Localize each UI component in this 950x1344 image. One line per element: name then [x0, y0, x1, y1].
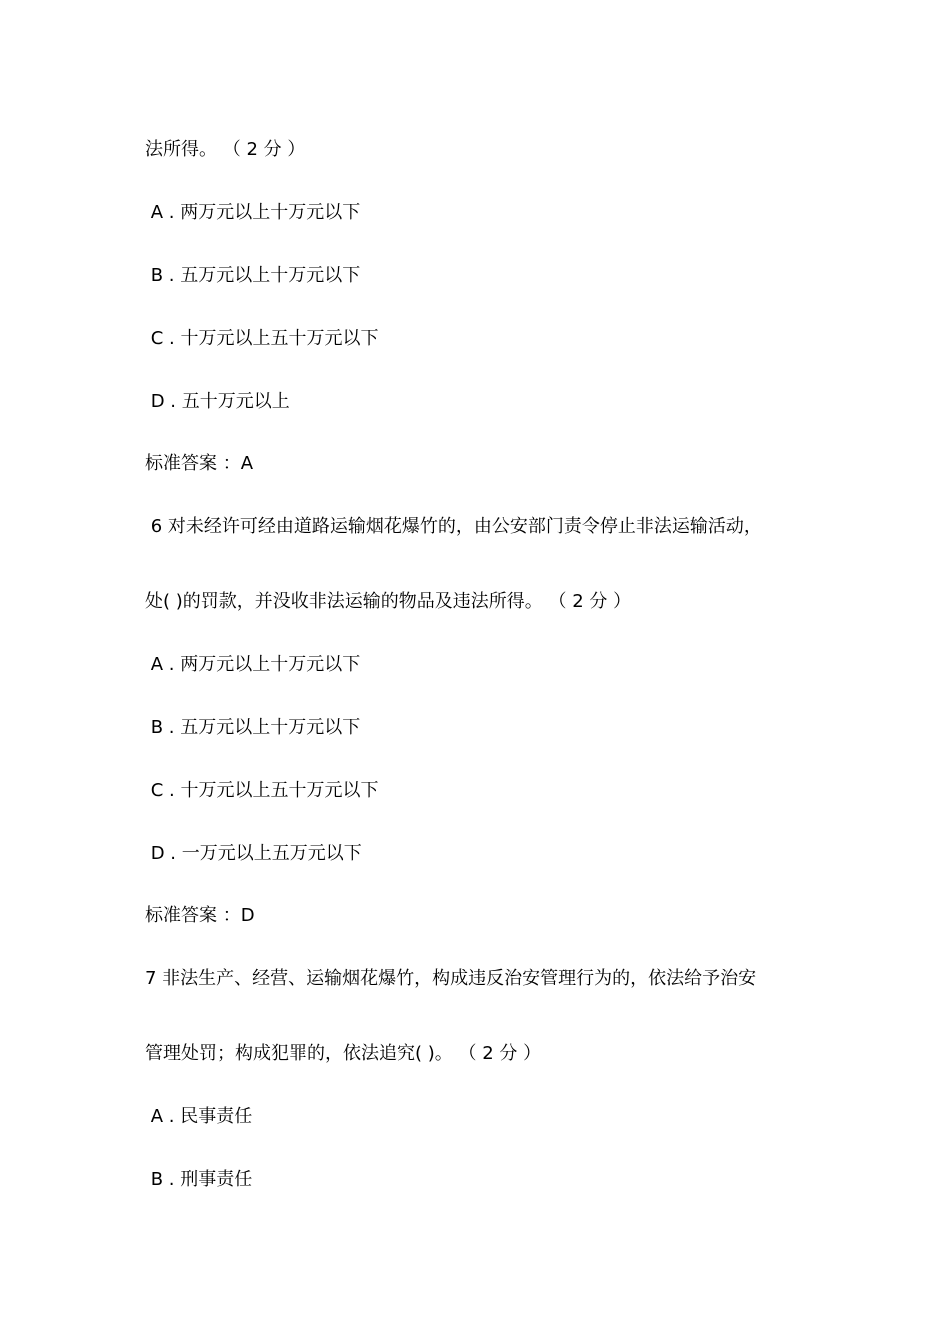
question-7-line-1: 7 非法生产、经营、运输烟花爆竹，构成违反治安管理行为的，依法给予治安 [145, 968, 757, 989]
q6-option-c: C . 十万元以上五十万元以下 [145, 780, 379, 801]
question-7-line-2: 管理处罚；构成犯罪的，依法追究( )。 （ 2 分 ） [145, 1043, 542, 1064]
q5-option-b: B . 五万元以上十万元以下 [145, 265, 361, 286]
question-5-tail: 法所得。 （ 2 分 ） [145, 139, 306, 160]
q5-option-a: A . 两万元以上十万元以下 [145, 202, 361, 223]
question-6-line-1: 6 对未经许可经由道路运输烟花爆竹的，由公安部门责令停止非法运输活动， [145, 516, 762, 537]
q7-option-b: B . 刑事责任 [145, 1169, 253, 1190]
q5-option-d: D . 五十万元以上 [145, 391, 290, 412]
q6-answer: 标准答案 ：D [145, 905, 255, 926]
q6-option-b: B . 五万元以上十万元以下 [145, 717, 361, 738]
q6-option-a: A . 两万元以上十万元以下 [145, 654, 361, 675]
q5-answer: 标准答案 ：A [145, 453, 254, 474]
q5-option-c: C . 十万元以上五十万元以下 [145, 328, 379, 349]
q7-option-a: A . 民事责任 [145, 1106, 253, 1127]
question-6-line-2: 处( )的罚款，并没收非法运输的物品及违法所得。 （ 2 分 ） [145, 591, 632, 612]
q6-option-d: D . 一万元以上五万元以下 [145, 843, 362, 864]
